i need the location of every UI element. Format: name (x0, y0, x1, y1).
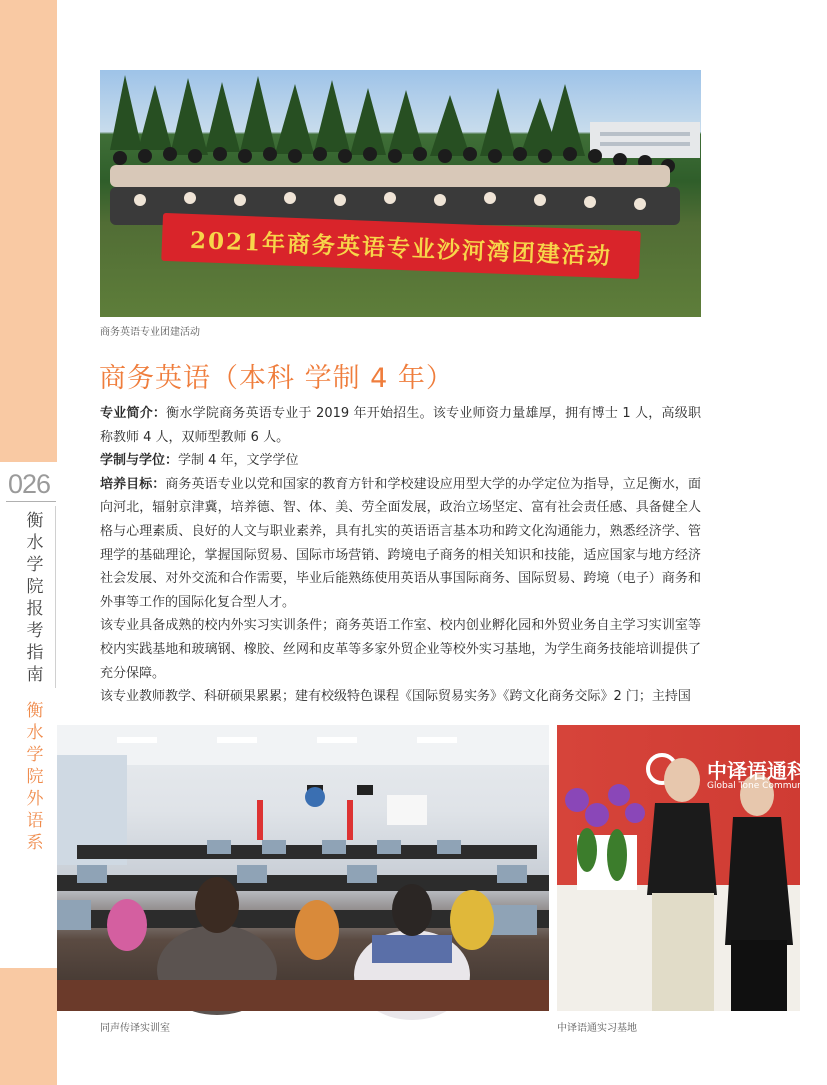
degree-paragraph (100, 449, 701, 473)
intro-text: 衡水学院商务英语专业于 2019 年开始招生。该专业师资力量雄厚，拥有博士 1 人，高级职称教师 4 人，双师型教师 6 人。 (100, 406, 701, 445)
banner-text: 2021年商务英语专业沙河湾团建活动 (189, 226, 613, 270)
trees-illustration (100, 70, 701, 317)
research-paragraph: 该专业教师教学、科研硕果累累；建有校级特色课程《国际贸易实务》《跨文化商务交际》2 门；主持国 (100, 689, 691, 705)
page-number: 026 (7, 469, 51, 499)
intro-label: 专业简介： (100, 406, 167, 421)
side-subtitle: 衡水学院外语系 (26, 701, 44, 853)
degree-label: 学制与学位： (100, 453, 179, 469)
practice-paragraph: 该专业具备成熟的校内外实习实训条件；商务英语工作室、校内创业孵化园和外贸业务自主学习实训室等校内实践基地和玻璃钢、橡胶、丝网和皮革等多家外贸企业等校外实习基地，为学生商务技能培训提供了充分保障。 (100, 618, 701, 681)
team-building-photo (100, 70, 701, 317)
goal-text: 商务英语专业以党和国家的教育方针和学校建设应用型大学的办学定位为指导，立足衡水，面向河北，辐射京津冀，培养德、智、体、美、劳全面发展，政治立场坚定、富有社会责任感、具备健全人格与心理素质、良好的人文与职业素养，具有扎实的英语语言基本功和跨文化沟通能力，熟悉经济学、管理学的基础理论，掌握国际贸易、国际市场营销、跨境电子商务的相关知识和技能，适应国家与地方经济社会发展、对外交流和合作需要，毕业后能熟练使用英语从事国际商务、国际贸易、跨境（电子）商务和外事等工作的国际化复合型人才。 (100, 476, 701, 610)
lab-illustration (57, 725, 549, 1011)
internship-base-photo (557, 725, 827, 1011)
company-sign: 中译语通科技 (707, 759, 827, 783)
section-body (100, 402, 701, 709)
page-number-rule (6, 501, 56, 502)
goal-label: 培养目标： (100, 476, 166, 492)
degree-text: 学制 4 年，文学学位 (178, 453, 299, 469)
company-sign-english: Global Tone Communi (707, 781, 806, 791)
side-title: 衡水学院 报考指南 (26, 511, 44, 685)
top-photo-caption: 商务英语专业团建活动 (100, 327, 200, 338)
section-title: 商务英语（本科 学制 4 年） (99, 363, 454, 394)
sidebar-divider (55, 506, 56, 688)
intro-paragraph (100, 402, 701, 449)
lab-photo-caption: 同声传译实训室 (100, 1023, 170, 1034)
interpreting-lab-photo (57, 725, 549, 1011)
base-photo-caption: 中译语通实习基地 (557, 1023, 637, 1034)
goal-paragraph (100, 473, 701, 615)
